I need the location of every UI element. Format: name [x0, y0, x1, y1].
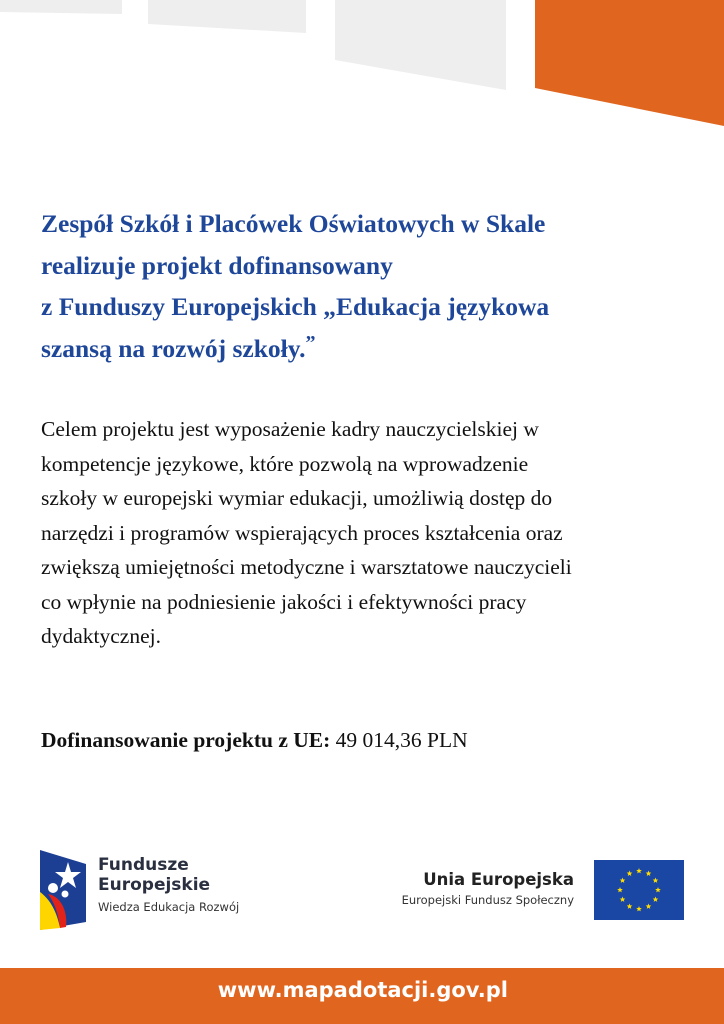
project-description: [41, 412, 701, 654]
funding-amount: 49 014,36 PLN: [335, 728, 468, 752]
gray-block-2: [148, 0, 306, 33]
fe-name-line2: Europejskie: [98, 875, 211, 895]
orange-block: [535, 0, 724, 126]
ue-name: Unia Europejska: [423, 870, 574, 889]
title-line: realizuje projekt dofinansowany: [41, 250, 393, 280]
unia-europejska-text: [402, 870, 574, 907]
description-line: szkoły w europejski wymiar edukacji, umożliwią dostęp do: [41, 486, 553, 510]
funding-info: [41, 728, 468, 753]
funding-label: Dofinansowanie projektu z UE:: [41, 728, 331, 752]
project-title: [41, 203, 701, 369]
ue-subtitle: Europejski Fundusz Społeczny: [401, 893, 574, 907]
description-line: dydaktycznej.: [41, 624, 161, 648]
eu-flag-icon: [594, 860, 684, 920]
title-line: Zespół Szkół i Placówek Oświatowych w Skale: [41, 209, 546, 238]
closing-quote: ”: [305, 331, 316, 354]
fe-subtitle: Wiedza Edukacja Rozwój: [98, 900, 240, 914]
gray-block-1: [0, 0, 122, 14]
header-decoration: [0, 0, 724, 140]
footer-website-link[interactable]: www.mapadotacji.gov.pl: [217, 978, 508, 1002]
fundusze-europejskie-logo-icon: [38, 850, 88, 930]
description-line: Celem projektu jest wyposażenie kadry nauczycielskiej w: [41, 417, 539, 441]
description-line: narzędzi i programów wspierających proces kształcenia oraz: [41, 520, 563, 545]
title-line: [41, 328, 701, 370]
gray-block-3: [335, 0, 506, 90]
fe-name-line1: Fundusze: [98, 855, 189, 875]
description-line: zwiększą umiejętności metodyczne i warsztatowe nauczycieli: [41, 555, 572, 579]
title-line-text: szansą na rozwój szkoły.: [41, 333, 306, 363]
title-line: z Funduszy Europejskich „Edukacja językowa: [41, 292, 550, 321]
fundusze-europejskie-text: [98, 855, 239, 914]
description-line: kompetencje językowe, które pozwolą na wprowadzenie: [41, 451, 529, 476]
description-line: co wpłynie na podniesienie jakości i efektywności pracy: [41, 589, 527, 614]
